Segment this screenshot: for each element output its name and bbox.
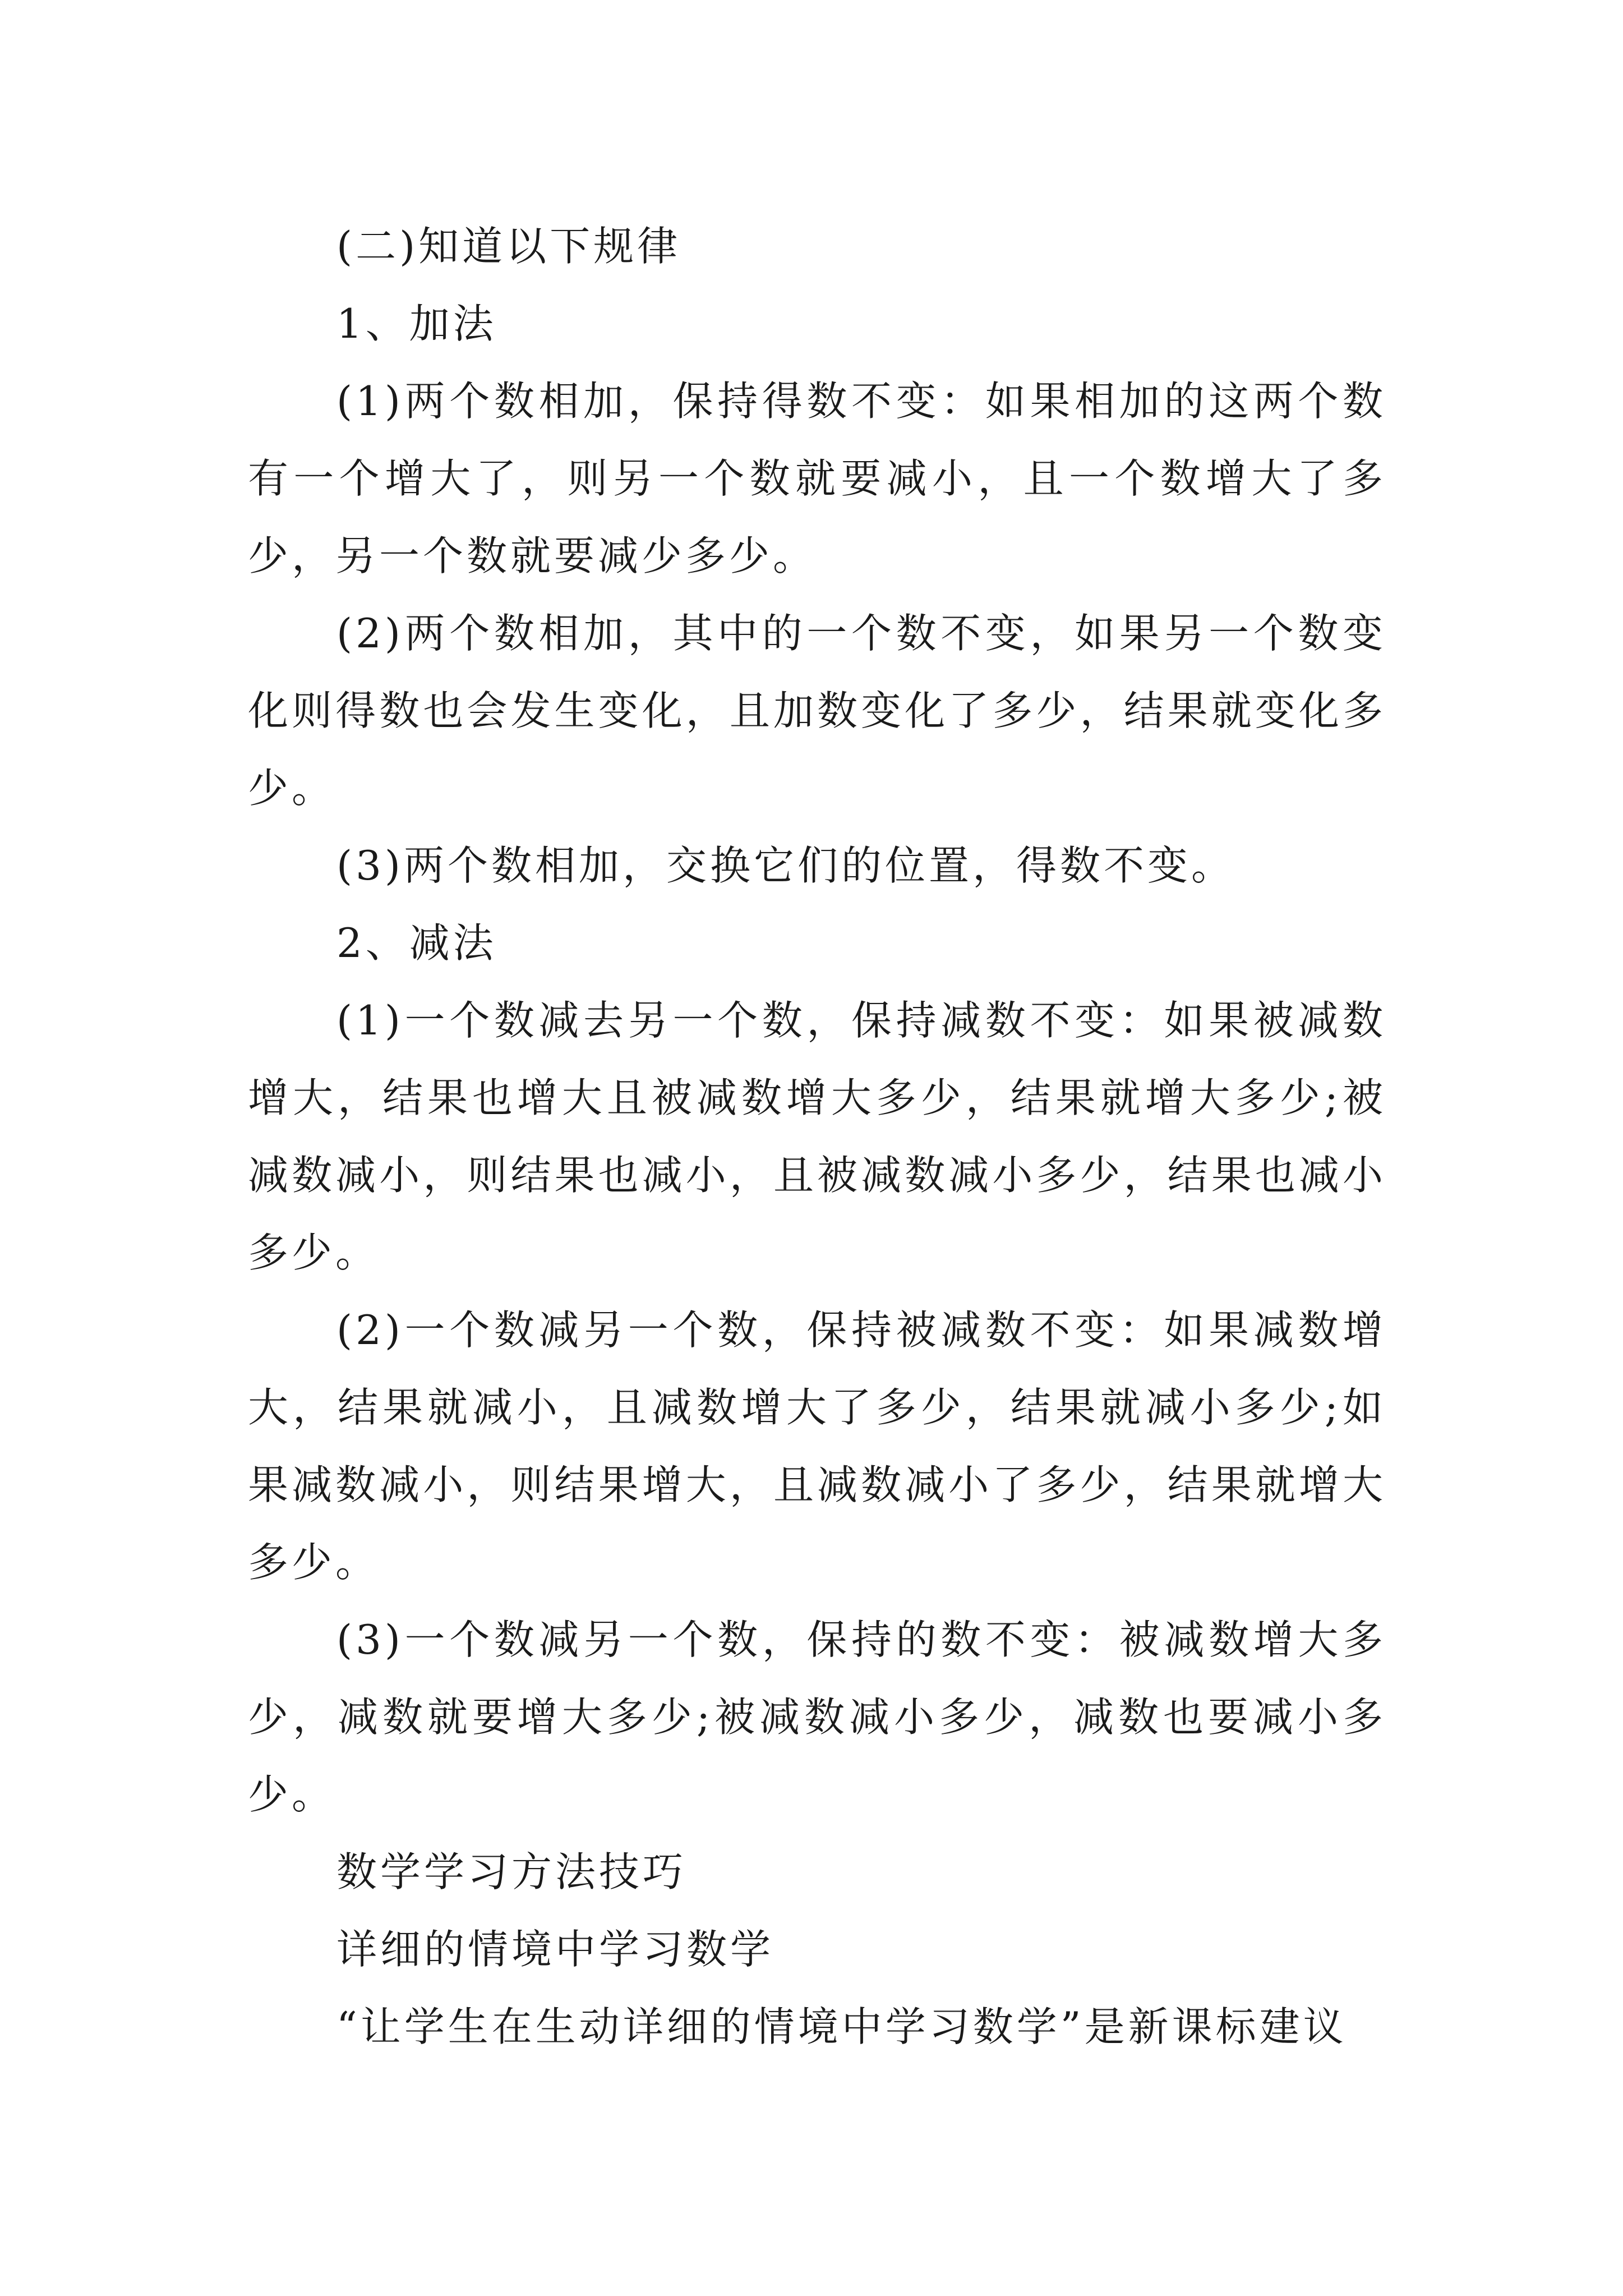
addition-rule-1: (1)两个数相加，保持得数不变：如果相加的这两个数有一个增大了，则另一个数就要减小，且一个数增大了多少，另一个数就要减少多少。 [248, 378, 1386, 579]
subheading-subtraction: 2、减法 [336, 919, 497, 967]
subheading-addition: 1、加法 [336, 300, 497, 347]
subtraction-rule-2: (2)一个数减另一个数，保持被减数不变：如果减数增大，结果就减小，且减数增大了多少，结果就减小多少;如果减数减小，则结果增大，且减数减小了多少，结果就增大多少。 [248, 1306, 1386, 1586]
addition-rule-2: (2)两个数相加，其中的一个数不变，如果另一个数变化则得数也会发生变化，且加数变化了多少，结果就变化多少。 [248, 610, 1386, 812]
addition-rule-3: (3)两个数相加，交换它们的位置，得数不变。 [336, 842, 1235, 889]
subheading-context-learning: 详细的情境中学习数学 [336, 1926, 774, 1973]
body-paragraph-curriculum: “让学生在生动详细的情境中学习数学”是新课标建议 [336, 2003, 1347, 2050]
subtraction-rule-1: (1)一个数减去另一个数，保持减数不变：如果被减数增大，结果也增大且被减数增大多少，结果就增大多少;被减数减小，则结果也减小，且被减数减小多少，结果也减小多少。 [248, 997, 1386, 1276]
document-body [248, 208, 1386, 2065]
section-heading-study-tips: 数学学习方法技巧 [336, 1848, 687, 1895]
section-heading-rules: (二)知道以下规律 [336, 223, 681, 270]
subtraction-rule-3: (3)一个数减另一个数，保持的数不变：被减数增大多少，减数就要增大多少;被减数减小多少，减数也要减小多少。 [248, 1616, 1386, 1818]
